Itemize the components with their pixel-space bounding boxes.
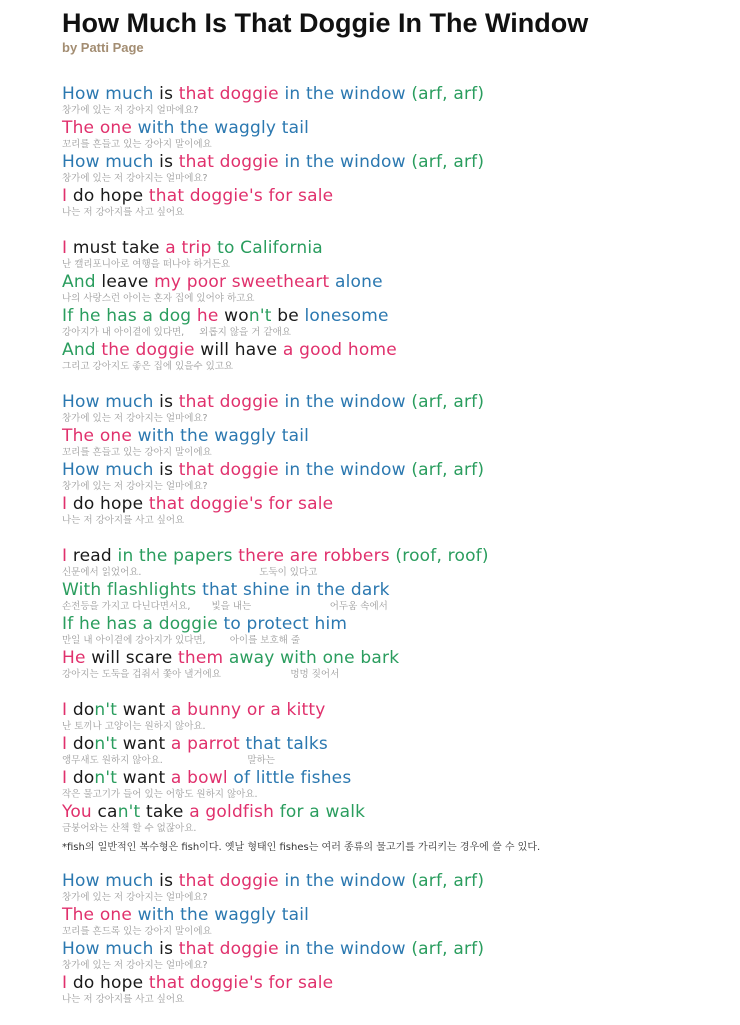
stanza <box>62 84 722 220</box>
lyric-segment: is <box>159 460 179 480</box>
korean-translation: 창가에 있는 저 강아지는 얼마에요? <box>62 481 208 492</box>
lyric-segment: (arf, arf) <box>411 152 485 172</box>
lyric-segment: a bowl <box>170 768 234 788</box>
english-lyric <box>62 905 722 926</box>
lyric-segment: (roof, roof) <box>395 546 489 566</box>
lyric-segment: that doggie <box>178 460 285 480</box>
lyric-segment: How much <box>62 392 160 412</box>
lyric-segment: And <box>62 340 102 360</box>
lyric-line <box>62 118 722 152</box>
lyric-segment: there are robbers <box>238 546 396 566</box>
lyric-segment: wo <box>224 306 249 326</box>
lyric-segment: I <box>62 238 73 258</box>
lyric-line <box>62 186 722 220</box>
lyric-segment: He <box>62 648 92 668</box>
lyric-segment: in the window <box>284 460 412 480</box>
lyric-segment: is <box>159 84 179 104</box>
lyric-segment: is <box>159 392 179 412</box>
lyric-segment: a bunny or a kitty <box>170 700 326 720</box>
lyric-segment: How much <box>62 84 160 104</box>
lyric-segment: for a walk <box>279 802 366 822</box>
lyric-segment: in the window <box>284 939 412 959</box>
lyric-segment: want <box>122 700 171 720</box>
korean-translation: 창가에 있는 저 강아지 얼마에요? <box>62 105 199 116</box>
lyric-segment: I <box>62 186 73 206</box>
lyric-segment: You <box>62 802 98 822</box>
lyric-segment: If he has a doggie <box>62 614 224 634</box>
lyric-line <box>62 494 722 528</box>
lyric-line <box>62 700 722 734</box>
lyric-segment: with the waggly tail <box>137 426 310 446</box>
english-lyric <box>62 580 722 601</box>
lyric-segment: will have <box>200 340 283 360</box>
stanza <box>62 871 722 1007</box>
lyric-line <box>62 871 722 905</box>
lyric-segment: that doggie <box>178 84 285 104</box>
korean-translation: 금붕어와는 산책 할 수 없잖아요. <box>62 823 197 834</box>
lyric-line <box>62 614 722 648</box>
lyric-segment: I <box>62 494 73 514</box>
english-lyric <box>62 546 722 567</box>
lyric-segment: that doggie <box>178 939 285 959</box>
lyric-line <box>62 648 722 682</box>
lyric-line <box>62 306 722 340</box>
korean-translation: 난 캘리포니아로 여행을 떠나야 하거든요 <box>62 259 231 270</box>
lyric-line <box>62 392 722 426</box>
korean-translation: 작은 물고기가 들어 있는 어항도 원하지 않아요. <box>62 789 258 800</box>
lyrics-body <box>62 84 722 1025</box>
lyric-segment: in the window <box>284 871 412 891</box>
korean-translation: 창가에 있는 저 강아지는 얼마에요? <box>62 173 208 184</box>
korean-translation: 창가에 있는 저 강아지는 얼마에요? <box>62 892 208 903</box>
korean-translation: 꼬리를 흔들고 있는 강아지 말이에요 <box>62 447 212 458</box>
english-lyric <box>62 152 722 173</box>
lyric-segment: (arf, arf) <box>411 84 485 104</box>
lyric-segment: with the waggly tail <box>137 118 310 138</box>
lyric-segment: will scare <box>91 648 179 668</box>
english-lyric <box>62 306 722 327</box>
english-lyric <box>62 494 722 515</box>
english-lyric <box>62 238 722 259</box>
artist-byline: by Patti Page <box>62 40 144 55</box>
korean-translation: 창가에 있는 저 강아지는 얼마에요? <box>62 960 208 971</box>
korean-translation: 나는 저 강아지를 사고 싶어요 <box>62 994 185 1005</box>
lyric-segment: leave <box>101 272 155 292</box>
lyric-segment: that doggie's for sale <box>148 973 334 993</box>
lyric-segment: n't <box>94 734 123 754</box>
lyric-segment: n't <box>94 768 123 788</box>
lyric-segment: I <box>62 768 73 788</box>
lyric-segment: that doggie <box>178 152 285 172</box>
korean-translation: 나의 사랑스런 아이는 혼자 집에 있어야 하고요 <box>62 293 255 304</box>
english-lyric <box>62 426 722 447</box>
lyric-segment: do hope <box>72 494 149 514</box>
korean-translation: 만일 내 아이곁에 강아지가 있다면, 아이를 보호해 줄 <box>62 635 301 646</box>
korean-translation: 강아지가 내 아이곁에 있다면, 외롭지 않을 거 같애요 <box>62 327 291 338</box>
lyric-segment: I <box>62 700 73 720</box>
lyric-segment: do <box>72 768 95 788</box>
lyric-segment: to protect him <box>223 614 348 634</box>
lyric-segment: that doggie <box>178 392 285 412</box>
lyric-segment: (arf, arf) <box>411 871 485 891</box>
korean-translation: 그리고 강아지도 좋은 집에 있을수 있고요 <box>62 361 234 372</box>
lyric-segment: The one <box>62 118 138 138</box>
lyric-segment: I <box>62 973 73 993</box>
korean-translation: 앵무새도 원하지 않아요. 말하는 <box>62 755 275 766</box>
lyric-line <box>62 734 722 768</box>
lyric-segment: is <box>159 871 179 891</box>
lyric-segment: I <box>62 734 73 754</box>
korean-translation: 꼬리를 흔드록 있는 강아지 말이에요 <box>62 926 212 937</box>
korean-translation: 나는 저 강아지를 사고 싶어요 <box>62 207 185 218</box>
lyric-segment: do <box>72 700 95 720</box>
korean-translation: 난 토끼나 고양이는 원하지 않아요. <box>62 721 206 732</box>
lyric-segment: How much <box>62 939 160 959</box>
lyric-segment: must take <box>72 238 166 258</box>
korean-translation: 창가에 있는 저 강아지는 얼마에요? <box>62 413 208 424</box>
lyric-segment: If he has a dog <box>62 306 197 326</box>
lyric-segment: that doggie <box>178 871 285 891</box>
lyric-segment: n't <box>117 802 147 822</box>
english-lyric <box>62 118 722 139</box>
korean-translation: 신문에서 읽었어요. 도둑이 있다고 <box>62 567 318 578</box>
lyric-segment: take <box>146 802 190 822</box>
lyric-segment: a good home <box>282 340 397 360</box>
stanza <box>62 238 722 374</box>
lyric-segment: read <box>72 546 118 566</box>
lyric-segment: do hope <box>72 186 149 206</box>
lyric-segment: is <box>159 939 179 959</box>
lyric-segment: (arf, arf) <box>411 939 485 959</box>
english-lyric <box>62 614 722 635</box>
lyric-line <box>62 580 722 614</box>
lyric-segment: that doggie's for sale <box>148 494 334 514</box>
lyric-segment: with the waggly tail <box>137 905 310 925</box>
lyric-segment: And <box>62 272 102 292</box>
lyric-line <box>62 272 722 306</box>
korean-translation: 손전등을 가지고 다닌다면서요, 빛을 내는 어두움 속에서 <box>62 601 388 612</box>
lyric-line <box>62 546 722 580</box>
lyric-segment: in the window <box>284 152 412 172</box>
stanza <box>62 392 722 528</box>
english-lyric <box>62 84 722 105</box>
lyric-segment: do <box>72 734 95 754</box>
lyric-line <box>62 426 722 460</box>
english-lyric <box>62 272 722 293</box>
english-lyric <box>62 802 722 823</box>
lyric-segment: a parrot <box>170 734 246 754</box>
lyric-segment: alone <box>335 272 383 292</box>
lyric-segment: a trip <box>165 238 218 258</box>
footnote: *fish의 일반적인 복수형은 fish이다. 옛날 형태인 fishes는 여러 종류의 물고기를 가리키는 경우에 쓸 수 있다. <box>62 842 541 853</box>
korean-translation: 꼬리를 흔들고 있는 강아지 말이에요 <box>62 139 212 150</box>
english-lyric <box>62 734 722 755</box>
lyric-segment: away with one bark <box>228 648 400 668</box>
english-lyric <box>62 871 722 892</box>
lyric-segment: the doggie <box>101 340 201 360</box>
lyric-segment: The one <box>62 426 138 446</box>
lyric-segment: in the window <box>284 84 412 104</box>
lyric-segment: that doggie's for sale <box>148 186 334 206</box>
lyric-segment: that shine in the dark <box>202 580 390 600</box>
english-lyric <box>62 939 722 960</box>
lyric-segment: want <box>122 768 171 788</box>
lyric-segment: ca <box>97 802 118 822</box>
lyric-segment: lonesome <box>304 306 389 326</box>
lyric-segment: (arf, arf) <box>411 460 485 480</box>
lyric-segment: be <box>277 306 305 326</box>
lyric-line <box>62 905 722 939</box>
korean-translation: 강아지는 도둑을 겁줘서 쫓아 낼거에요 멍멍 짖어서 <box>62 669 340 680</box>
stanza <box>62 700 722 836</box>
lyric-segment: of little fishes <box>233 768 352 788</box>
lyric-line <box>62 84 722 118</box>
lyric-segment: do hope <box>72 973 149 993</box>
lyric-segment: With flashlights <box>62 580 203 600</box>
lyric-line <box>62 802 722 836</box>
english-lyric <box>62 340 722 361</box>
lyric-segment: (arf, arf) <box>411 392 485 412</box>
lyric-segment: in the papers <box>117 546 239 566</box>
stanza <box>62 546 722 682</box>
lyric-segment: How much <box>62 460 160 480</box>
lyric-segment: n't <box>94 700 123 720</box>
lyric-line <box>62 768 722 802</box>
english-lyric <box>62 460 722 481</box>
english-lyric <box>62 392 722 413</box>
lyric-segment: that talks <box>245 734 328 754</box>
english-lyric <box>62 700 722 721</box>
lyric-line <box>62 152 722 186</box>
lyric-line <box>62 460 722 494</box>
lyric-segment: to California <box>217 238 323 258</box>
english-lyric <box>62 973 722 994</box>
lyric-segment: my poor sweetheart <box>154 272 336 292</box>
lyric-segment: want <box>122 734 171 754</box>
lyric-segment: in the window <box>284 392 412 412</box>
english-lyric <box>62 186 722 207</box>
lyric-segment: he <box>196 306 225 326</box>
lyric-line <box>62 238 722 272</box>
lyric-segment: is <box>159 152 179 172</box>
lyric-segment: I <box>62 546 73 566</box>
lyric-line <box>62 340 722 374</box>
english-lyric <box>62 648 722 669</box>
lyric-segment: a goldfish <box>189 802 280 822</box>
song-title: How Much Is That Doggie In The Window <box>62 8 589 38</box>
lyric-line <box>62 939 722 973</box>
lyric-segment: them <box>178 648 229 668</box>
lyric-segment: The one <box>62 905 138 925</box>
lyric-segment: n't <box>248 306 278 326</box>
lyric-line <box>62 973 722 1007</box>
lyric-segment: How much <box>62 152 160 172</box>
korean-translation: 나는 저 강아지를 사고 싶어요 <box>62 515 185 526</box>
lyric-segment: How much <box>62 871 160 891</box>
english-lyric <box>62 768 722 789</box>
